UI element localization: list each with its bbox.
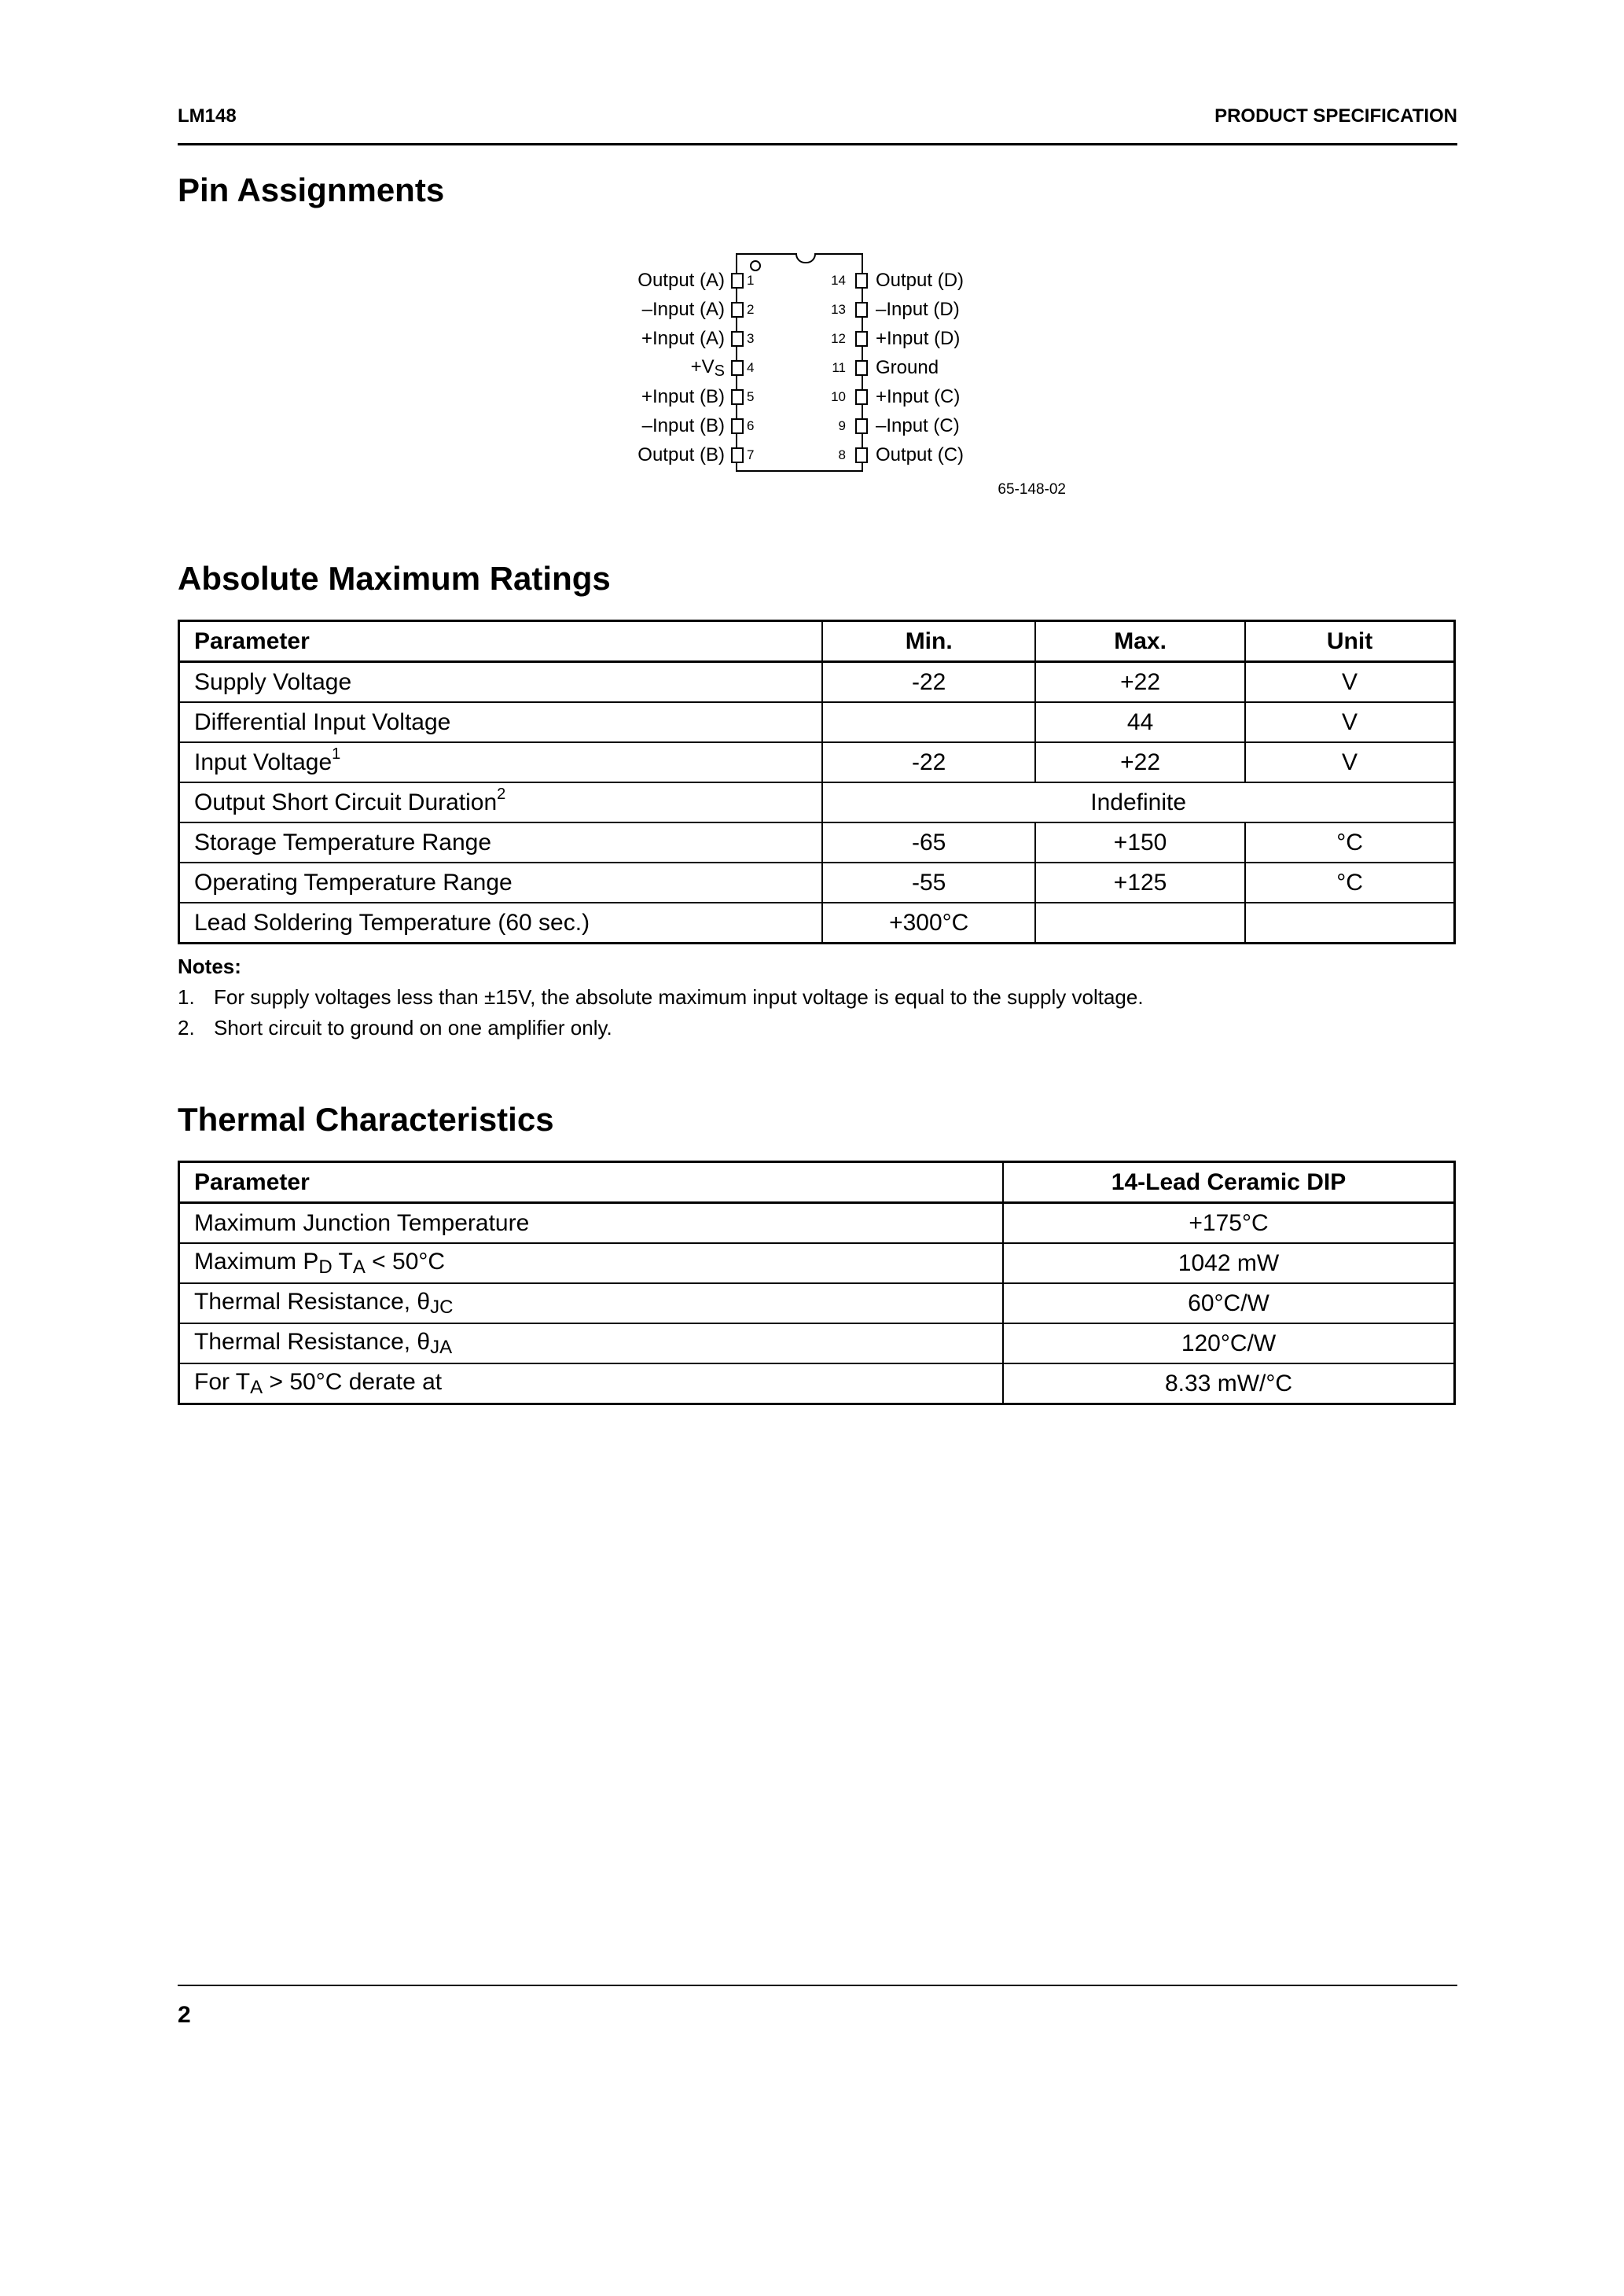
pin-lead xyxy=(731,389,744,405)
header-doc-type: PRODUCT SPECIFICATION xyxy=(1214,105,1457,127)
table-row xyxy=(179,822,1455,863)
pin-label: –Input (D) xyxy=(876,299,960,320)
cell-param: Thermal Resistance, $\theta_{JA}$ xyxy=(179,1323,1004,1363)
pin-label: Output (C) xyxy=(876,444,964,465)
table-row xyxy=(179,1203,1455,1244)
pin-lead xyxy=(855,331,868,347)
pin-right-8 xyxy=(855,443,1091,467)
figure-code: 65-148-02 xyxy=(998,481,1066,498)
absolute-max-table xyxy=(178,620,1456,944)
pin-lead xyxy=(855,273,868,289)
pin-number: 5 xyxy=(747,389,755,404)
cell-value: 60°C/W xyxy=(1003,1283,1455,1323)
pin-right-13 xyxy=(855,298,1091,322)
pin-label: Output (D) xyxy=(876,270,964,291)
pin-right-14 xyxy=(855,269,1091,293)
pin-lead xyxy=(855,418,868,434)
cell-value: 120°C/W xyxy=(1003,1323,1455,1363)
pin-right-9 xyxy=(855,414,1091,438)
table-header-row xyxy=(179,1162,1455,1203)
pin-number: 12 xyxy=(831,331,846,346)
cell-max: +125 xyxy=(1035,863,1245,903)
pin-number: 4 xyxy=(747,360,755,375)
note-text: Short circuit to ground on one amplifier only. xyxy=(214,1016,612,1039)
cell-max: +22 xyxy=(1035,742,1245,782)
pin-number: 7 xyxy=(747,447,755,462)
pin-label: Output (A) xyxy=(637,270,725,291)
cell-min: -22 xyxy=(822,742,1035,782)
table-row xyxy=(179,782,1455,822)
footer-rule xyxy=(178,1985,1457,1986)
col-parameter: Parameter xyxy=(179,621,823,662)
cell-min xyxy=(822,702,1035,742)
pin-number: 11 xyxy=(832,360,846,375)
pin-assignments-title: Pin Assignments xyxy=(178,171,445,208)
cell-param: Differential Input Voltage xyxy=(179,702,823,742)
pin1-marker xyxy=(750,260,761,271)
pin-right-12 xyxy=(855,327,1091,351)
pin-left-7 xyxy=(550,443,744,467)
cell-max: +150 xyxy=(1035,822,1245,863)
pin-lead xyxy=(731,273,744,289)
pin-number: 1 xyxy=(747,273,755,288)
pin-lead xyxy=(731,302,744,318)
table-row xyxy=(179,742,1455,782)
cell-min: -55 xyxy=(822,863,1035,903)
cell-max xyxy=(1035,903,1245,944)
pin-number: 2 xyxy=(747,302,755,317)
thermal-table xyxy=(178,1161,1456,1405)
cell-unit: V xyxy=(1245,742,1454,782)
notes xyxy=(178,955,1144,1047)
footnote-ref: 1 xyxy=(332,745,341,763)
pin-diagram xyxy=(550,244,1100,503)
pin-number: 9 xyxy=(838,418,846,433)
pin-label: +Input (B) xyxy=(641,386,725,407)
cell-param: For $T_A > 50^\circ C$ derate at xyxy=(179,1363,1004,1404)
cell-param: Supply Voltage xyxy=(179,662,823,703)
pin-label: +Input (D) xyxy=(876,328,961,349)
cell-min: -65 xyxy=(822,822,1035,863)
pin-label: +Input (A) xyxy=(641,328,725,349)
cell-min: -22 xyxy=(822,662,1035,703)
pin-number: 6 xyxy=(747,418,755,433)
table-row xyxy=(179,1323,1455,1363)
cell-param: Thermal Resistance, $\theta_{JC}$ xyxy=(179,1283,1004,1323)
cell-unit: V xyxy=(1245,702,1454,742)
table-row xyxy=(179,1363,1455,1404)
cell-value: 8.33 mW/°C xyxy=(1003,1363,1455,1404)
pin-lead xyxy=(731,331,744,347)
pin-lead xyxy=(855,360,868,376)
table-row xyxy=(179,702,1455,742)
pin-number: 14 xyxy=(831,273,846,288)
cell-param: Input Voltage$^1$ xyxy=(179,742,823,782)
cell-param: Operating Temperature Range xyxy=(179,863,823,903)
absolute-max-title: Absolute Maximum Ratings xyxy=(178,560,611,597)
pin-label: Ground xyxy=(876,357,939,378)
note-item xyxy=(178,1016,1144,1040)
table-header-row xyxy=(179,621,1455,662)
pin-lead xyxy=(855,389,868,405)
pin-left-5 xyxy=(550,385,744,409)
col-min: Min. xyxy=(822,621,1035,662)
pin-label: $+V_S$ xyxy=(690,355,725,380)
pin-label: –Input (C) xyxy=(876,415,960,436)
header-rule xyxy=(178,143,1457,145)
table-row xyxy=(179,1283,1455,1323)
pin-right-10 xyxy=(855,385,1091,409)
notes-title: Notes: xyxy=(178,955,241,978)
col-max: Max. xyxy=(1035,621,1245,662)
pin-label: –Input (A) xyxy=(641,299,725,320)
pin-number: 13 xyxy=(831,302,846,317)
pin-label: –Input (B) xyxy=(641,415,725,436)
package-notch xyxy=(795,253,816,263)
pin-label: +Input (C) xyxy=(876,386,961,407)
pin-left-2 xyxy=(550,298,744,322)
cell-value: +175°C xyxy=(1003,1203,1455,1244)
note-text: For supply voltages less than ±15V, the absolute maximum input voltage is equal to the supply voltage. xyxy=(214,985,1144,1009)
pin-lead xyxy=(731,418,744,434)
col-package: 14-Lead Ceramic DIP xyxy=(1003,1162,1455,1203)
pin-lead xyxy=(855,302,868,318)
col-parameter: Parameter xyxy=(179,1162,1004,1203)
note-item xyxy=(178,985,1144,1010)
cell-param: Maximum Junction Temperature xyxy=(179,1203,1004,1244)
cell-unit: °C xyxy=(1245,822,1454,863)
pin-lead xyxy=(731,447,744,463)
cell-span-value: Indefinite xyxy=(822,782,1454,822)
cell-unit: V xyxy=(1245,662,1454,703)
cell-value: 1042 mW xyxy=(1003,1243,1455,1283)
pin-number: 3 xyxy=(747,331,755,346)
pin-lead xyxy=(855,447,868,463)
cell-param: Maximum $P_D$ $T_A < 50^\circ C$ xyxy=(179,1243,1004,1283)
thermal-title: Thermal Characteristics xyxy=(178,1101,554,1138)
pin-left-3 xyxy=(550,327,744,351)
note-number: 1. xyxy=(178,985,195,1009)
cell-max: +22 xyxy=(1035,662,1245,703)
pin-label: Output (B) xyxy=(637,444,725,465)
pin-number: 10 xyxy=(831,389,846,404)
header-part-number: LM148 xyxy=(178,105,237,127)
note-number: 2. xyxy=(178,1016,195,1039)
pin-left-4 xyxy=(550,356,744,380)
pin-left-6 xyxy=(550,414,744,438)
cell-unit: °C xyxy=(1245,863,1454,903)
pin-left-1 xyxy=(550,269,744,293)
page-number: 2 xyxy=(178,2002,191,2028)
cell-max: 44 xyxy=(1035,702,1245,742)
table-row xyxy=(179,662,1455,703)
table-row xyxy=(179,903,1455,944)
cell-param: Output Short Circuit Duration$^2$ xyxy=(179,782,823,822)
table-row xyxy=(179,1243,1455,1283)
cell-param: Storage Temperature Range xyxy=(179,822,823,863)
cell-min: +300°C xyxy=(822,903,1035,944)
cell-unit xyxy=(1245,903,1454,944)
cell-param: Lead Soldering Temperature (60 sec.) xyxy=(179,903,823,944)
footnote-ref: 2 xyxy=(497,785,506,803)
pin-lead xyxy=(731,360,744,376)
col-unit: Unit xyxy=(1245,621,1454,662)
pin-number: 8 xyxy=(838,447,846,462)
table-row xyxy=(179,863,1455,903)
pin-right-11 xyxy=(855,356,1091,380)
